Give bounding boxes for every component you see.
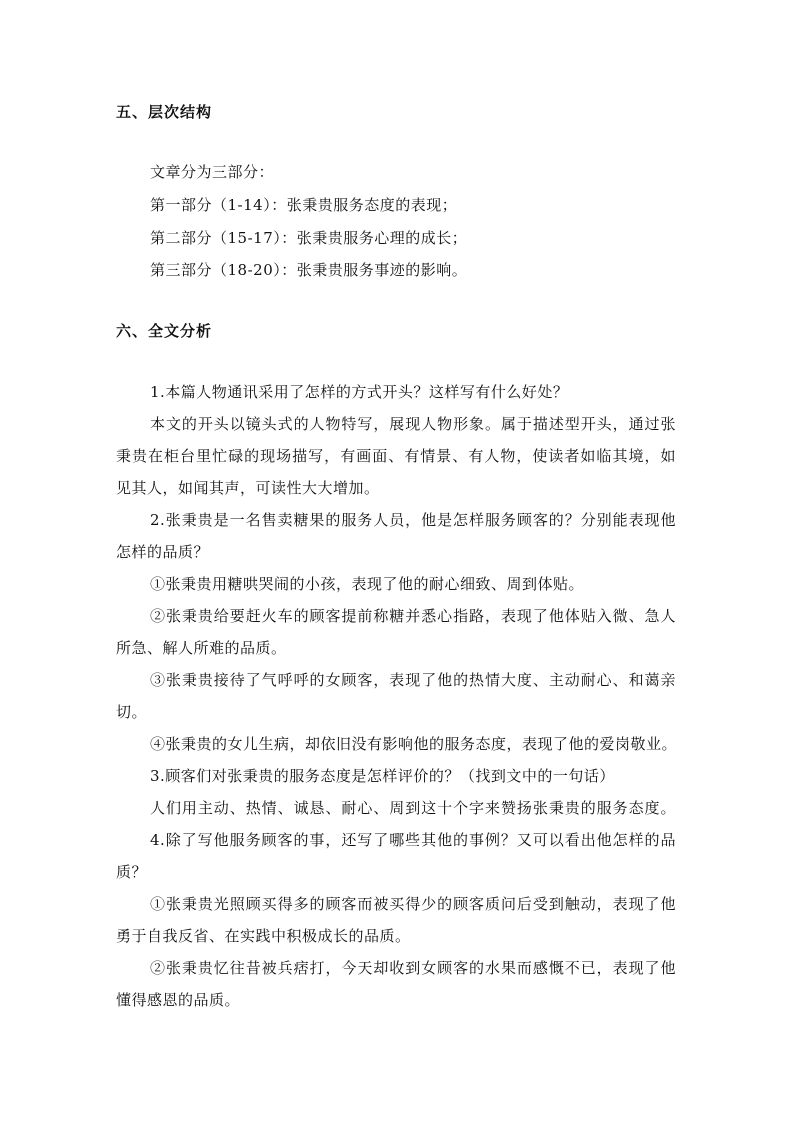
answer-3: 人们用主动、热情、诚恳、耐心、周到这十个字来赞扬张秉贵的服务态度。 — [150, 799, 676, 817]
answer-1-line-3: 见其人，如闻其声，可读性大大增加。 — [116, 479, 380, 497]
question-4-line-1: 4.除了写他服务顾客的事，还写了哪些其他的事例？又可以看出他怎样的品 — [150, 831, 676, 849]
answer-4-item-2-line-1: ②张秉贵忆往昔被兵痞打，今天却收到女顾客的水果而感慨不已，表现了他 — [150, 959, 676, 977]
structure-part-1: 第一部分（1-14）：张秉贵服务态度的表现； — [150, 196, 458, 214]
answer-1-line-2: 秉贵在柜台里忙碌的现场描写，有画面、有情景、有人物，使读者如临其境，如 — [116, 447, 676, 465]
answer-2-item-2-line-1: ②张秉贵给要赶火车的顾客提前称糖并悉心指路，表现了他体贴入微、急人 — [150, 607, 676, 625]
structure-intro: 文章分为三部分： — [150, 163, 275, 181]
section-heading-structure: 五、层次结构 — [116, 103, 213, 121]
answer-4-item-2-line-2: 懂得感恩的品质。 — [116, 991, 241, 1009]
answer-1-line-1: 本文的开头以镜头式的人物特写，展现人物形象。属于描述型开头，通过张 — [150, 415, 676, 433]
structure-part-3: 第三部分（18-20）：张秉贵服务事迹的影响。 — [150, 261, 468, 279]
answer-2-item-3-line-2: 切。 — [116, 703, 148, 721]
question-1: 1.本篇人物通讯采用了怎样的方式开头？这样写有什么好处？ — [150, 383, 569, 401]
question-3: 3.顾客们对张秉贵的服务态度是怎样评价的？（找到文中的一句话） — [150, 767, 615, 785]
answer-4-item-1-line-2: 勇于自我反省、在实践中积极成长的品质。 — [116, 927, 411, 945]
answer-2-item-3-line-1: ③张秉贵接待了气呼呼的女顾客，表现了他的热情大度、主动耐心、和蔼亲 — [150, 671, 676, 689]
question-2-line-2: 怎样的品质？ — [116, 543, 210, 561]
answer-2-item-2-line-2: 所急、解人所难的品质。 — [116, 639, 287, 657]
answer-2-item-4: ④张秉贵的女儿生病，却依旧没有影响他的服务态度，表现了他的爱岗敬业。 — [150, 735, 678, 753]
question-2-line-1: 2.张秉贵是一名售卖糖果的服务人员，他是怎样服务顾客的？分别能表现他 — [150, 511, 676, 529]
answer-4-item-1-line-1: ①张秉贵光照顾买得多的顾客而被买得少的顾客质问后受到触动，表现了他 — [150, 895, 676, 913]
section-heading-analysis: 六、全文分析 — [116, 322, 213, 340]
structure-part-2: 第二部分（15-17）：张秉贵服务心理的成长； — [150, 229, 468, 247]
answer-2-item-1: ①张秉贵用糖哄哭闹的小孩，表现了他的耐心细致、周到体贴。 — [150, 575, 585, 593]
question-4-line-2: 质？ — [116, 863, 148, 881]
